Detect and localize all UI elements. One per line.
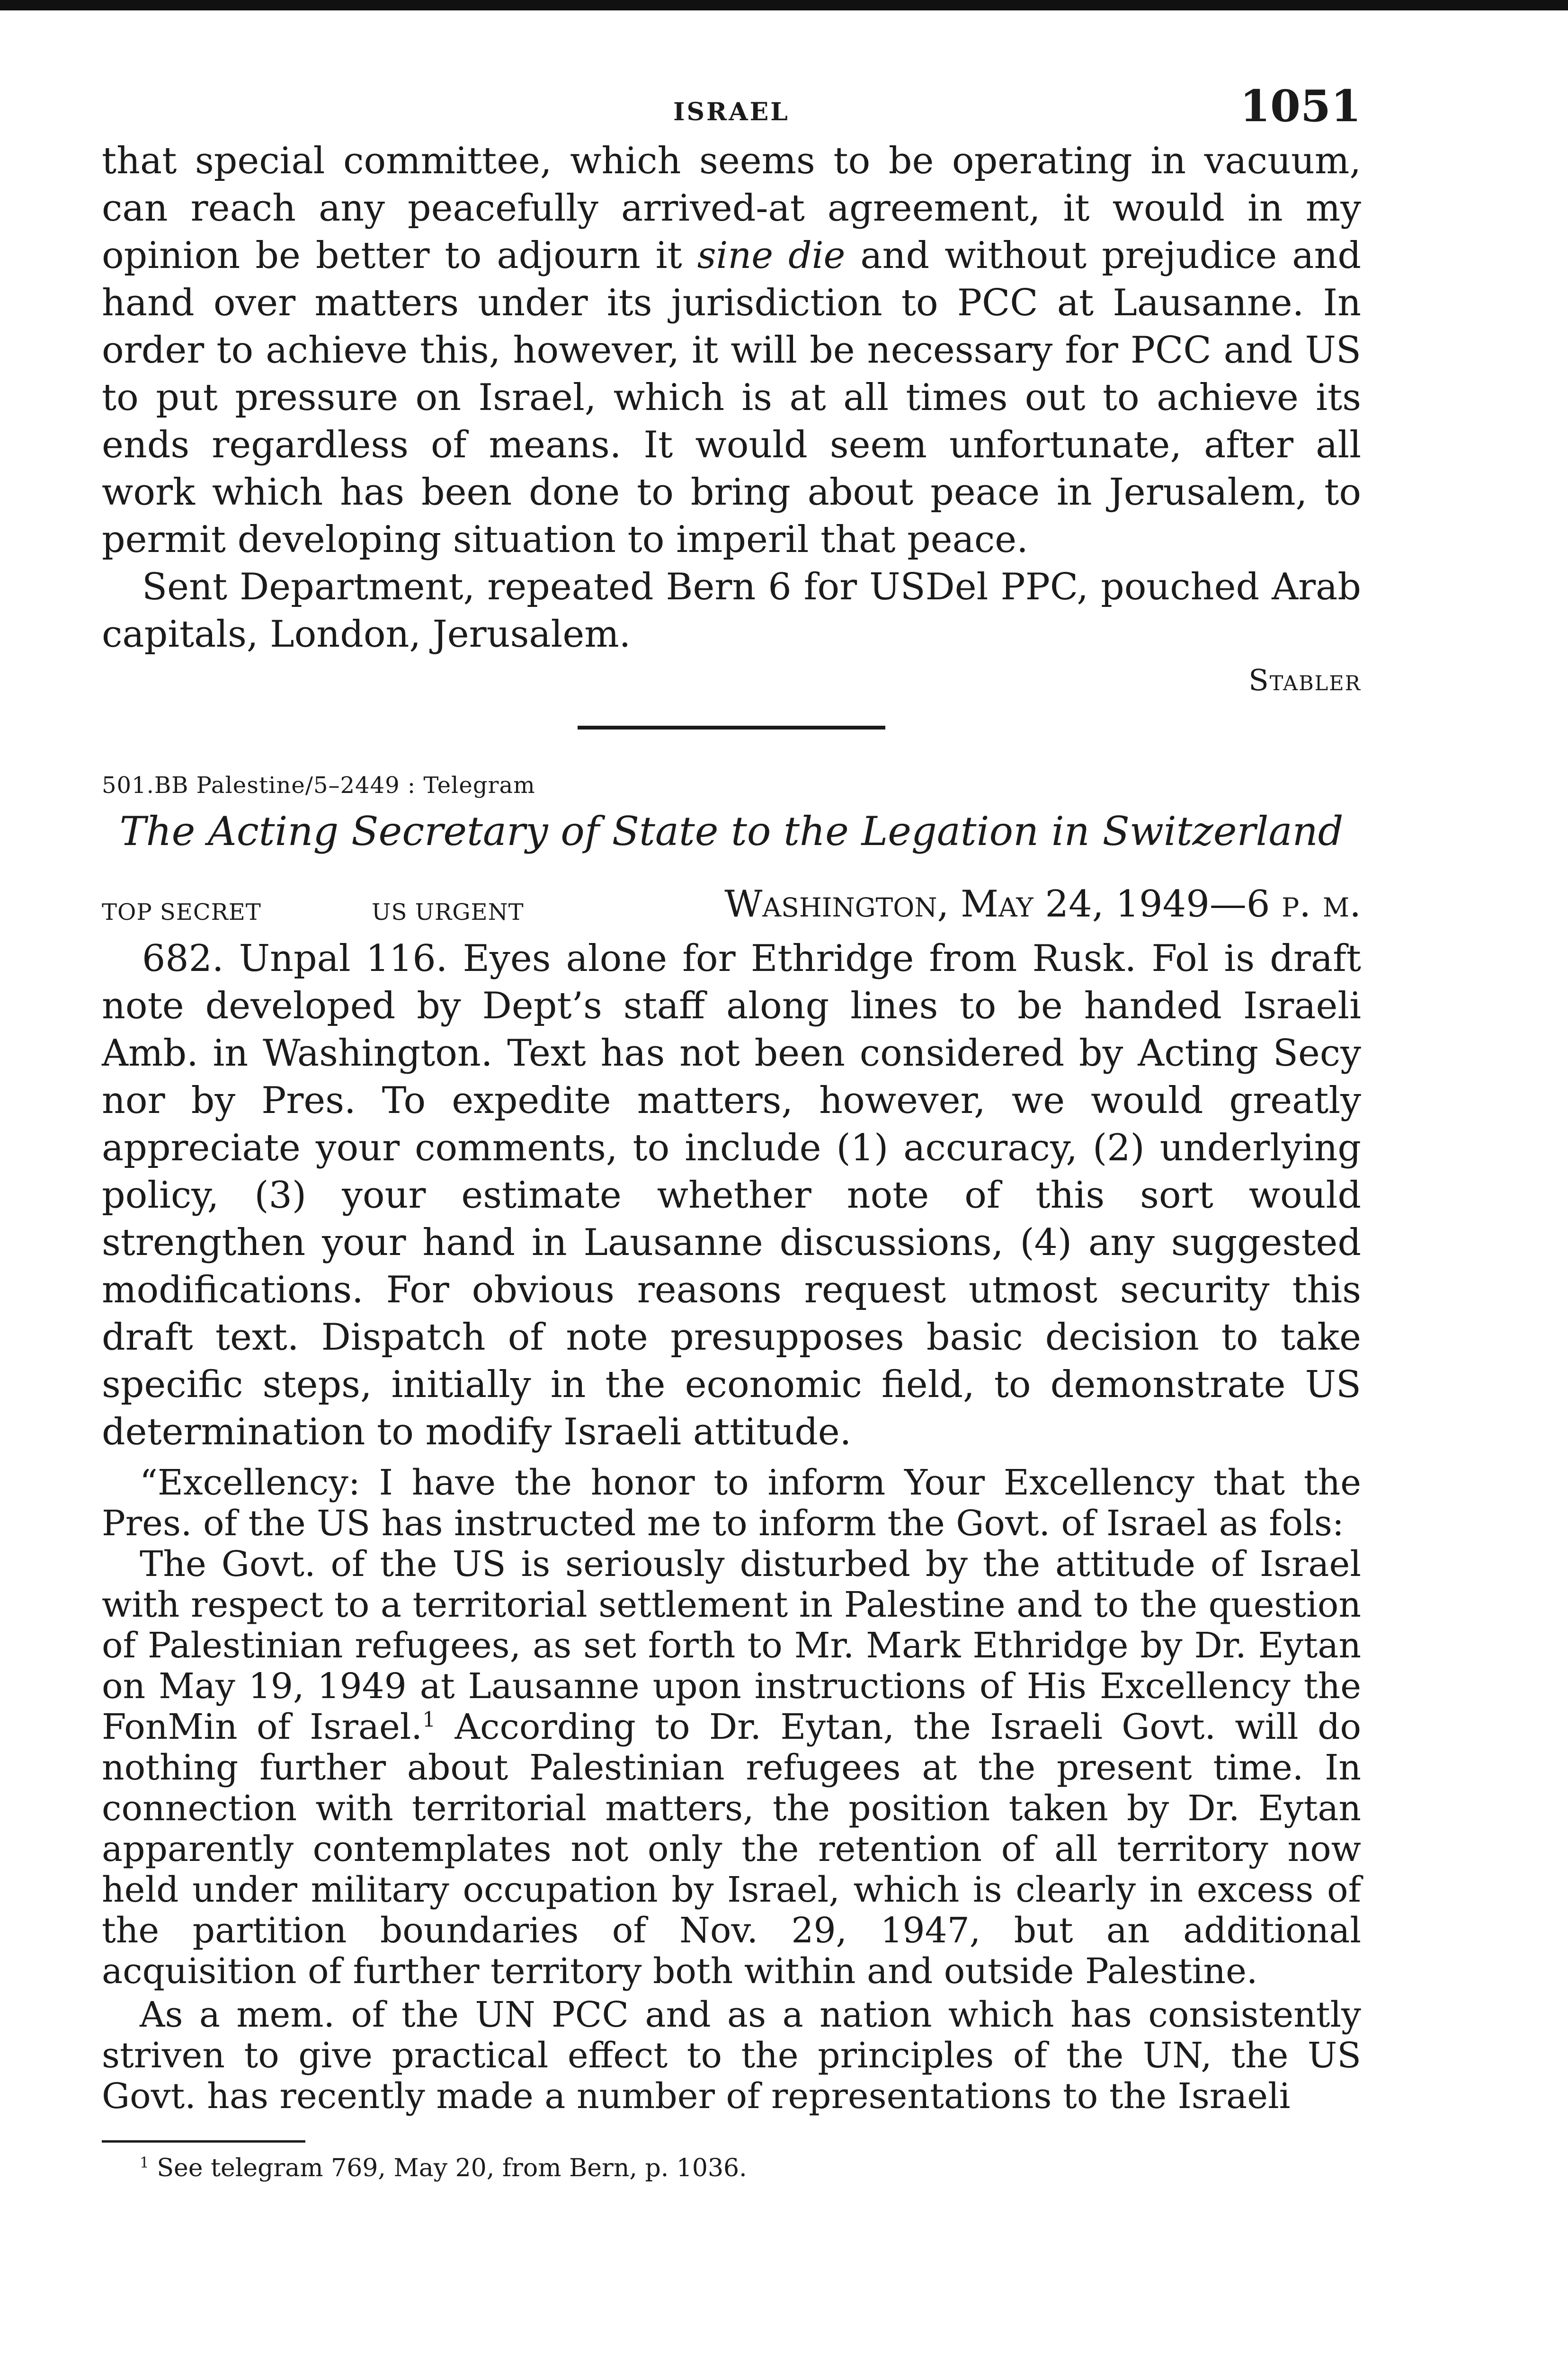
footnote-reference[interactable]: 1 — [422, 1708, 436, 1732]
footnote — [140, 2154, 1361, 2182]
file-reference: 501.BB Palestine/5–2449 : Telegram — [102, 772, 535, 799]
document-title: The Acting Secretary of State to the Legation in Switzerland — [119, 808, 1344, 854]
note-paragraph-1-part2: According to Dr. Eytan, the Israeli Govt. will do nothing further about Palestinian refugees at the present time. In connection with territorial matters, the position taken by Dr. Eytan apparently contemplates not only the retention of all territory now held under military occupation by Israel, which is clearly in excess of the partition boundaries of Nov. 29, 1947, but an additional acquisition of further territory both within and outside Palestine. — [102, 1707, 1362, 1992]
note-salutation: “Excellency: I have the honor to inform Your Excellency that the Pres. of the US has instructed me to inform the Govt. of Israel as fols: — [102, 1462, 1361, 1544]
footnote-rule — [102, 2140, 305, 2143]
distribution-paragraph: Sent Department, repeated Bern 6 for USDel PPC, pouched Arab capitals, London, Jerusalem. — [102, 566, 1361, 656]
telegram-body: 682. Unpal 116. Eyes alone for Ethridge from Rusk. Fol is draft note developed by Dept’s staff along lines to be handed Israeli Amb. in Washington. Text has not been considered by Acting Secy nor by Pres. To expedite matters, however, we would greatly appreciate your comments, to include (1) accuracy, (2) underlying policy, (3) your estimate whether note of this sort would strengthen your hand in Lausanne discussions, (4) any suggested modifications. For obvious reasons request utmost security this draft text. Dispatch of note presupposes basic decision to take specific steps, initially in the economic field, to demonstrate US determination to modify Israeli attitude. — [102, 937, 1361, 1453]
page-number: 1051 — [1239, 80, 1361, 132]
note-paragraph-2: As a mem. of the UN PCC and as a nation which has consistently striven to give practical effect to the principles of the UN, the US Govt. has recently made a number of representations to the Israeli — [102, 1994, 1361, 2117]
note-paragraph-1-part1: The Govt. of the US is seriously disturbed by the attitude of Israel with respect to a territorial settlement in Palestine and to the question of Palestinian refugees, as set forth to Mr. Mark Ethridge by Dr. Eytan on May 19, 1949 at Lausanne upon instructions of His Excellency the FonMin of Israel. — [102, 1544, 1361, 1747]
footnote-text: See telegram 769, May 20, from Bern, p. 1036. — [157, 2154, 747, 2182]
footnote-marker: 1 — [140, 2154, 149, 2171]
latin-phrase: sine die — [697, 234, 846, 277]
quoted-note — [102, 1462, 1361, 2117]
precedence: US URGENT — [372, 899, 524, 925]
section-divider — [578, 726, 885, 730]
classification-line — [102, 883, 1361, 935]
note-paragraph-1 — [102, 1544, 1361, 1992]
top-border-rule — [0, 0, 1568, 10]
classification: TOP SECRET — [102, 899, 261, 925]
running-title: ISRAEL — [673, 98, 790, 126]
running-head — [102, 71, 1361, 137]
page — [102, 71, 1361, 2182]
continuation-paragraph: that special committee, which seems to be operating in vacuum, can reach any peacefully arrived-at agreement, it would in my opinion be better to adjourn it sine die and without prejudice and hand over matters under its jurisdiction to PCC at Lausanne. In order to achieve this, however, it will be necessary for PCC and US to put pressure on Israel, which is at all times out to achieve its ends regardless of means. It would seem unfortunate, after all work which has been done to bring about peace in Jerusalem, to permit developing situation to imperil that peace. — [102, 140, 1362, 561]
signature: Stabler — [1248, 663, 1361, 697]
dateline: Washington, May 24, 1949—6 p. m. — [724, 883, 1361, 925]
